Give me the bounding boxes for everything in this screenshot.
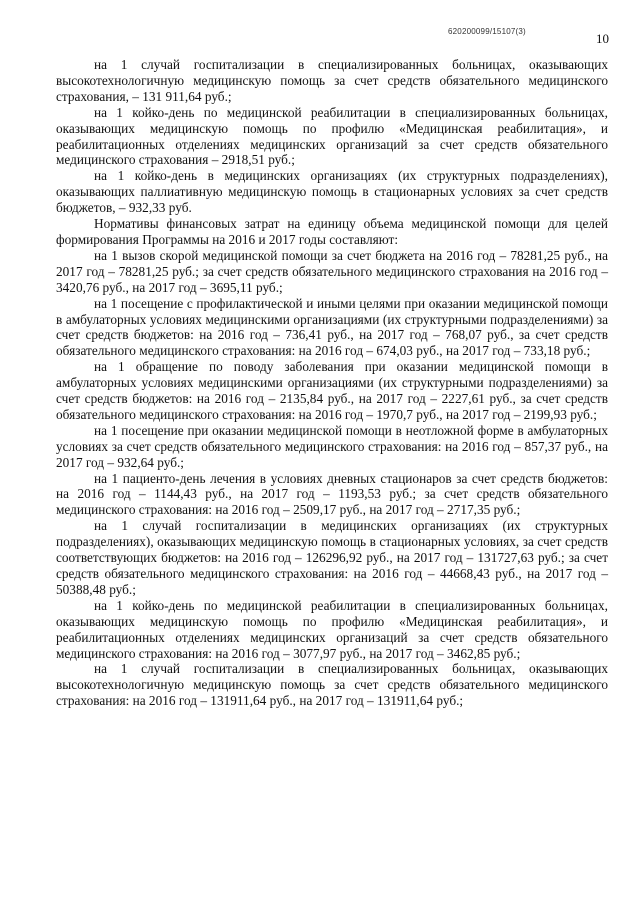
paragraph-preventive-visit: на 1 посещение с профилактической и иными целями при оказании медицинской помощи в амбулаторных условиях медицинскими организациями (их структурными подразделениями) за счет средств бюджетов: на 2016 год – 736,41 руб., на 2017 год – 768,07 руб., за счет средств обязательного медицинского страхования: на 2016 год – 674,03 руб., на 2017 год – 733,18 руб.; — [56, 295, 608, 359]
paragraph-day-hospital: на 1 пациенто-день лечения в условиях дневных стационаров за счет средств бюджетов: на 2016 год – 1144,43 руб., на 2017 год – 1193,53 руб.; за счет средств обязательного медицинского страхования: на 2016 год – 2509,17 руб., на 2017 год – 2717,35 руб.; — [56, 470, 608, 518]
paragraph-rehab-bed-day: на 1 койко-день по медицинской реабилитации в специализированных больницах, оказывающих медицинскую помощь по профилю «Медицинская реабилитация», и реабилитационных отделениях медицинских организаций за счет средств обязательного медицинского страхования: на 2016 год – 3077,97 руб., на 2017 год – 3462,85 руб.; — [56, 597, 608, 661]
paragraph-inpatient-hospitalization: на 1 случай госпитализации в медицинских организациях (их структурных подразделениях), оказывающих медицинскую помощь в стационарных условиях, за счет средств соответствующих бюджетов: на 2016 год – 126296,92 руб., на 2017 год – 131727,63 руб.; за счет средств обязательного медицинского страхования: на 2016 год – 44668,43 руб., на 2017 год – 50388,48 руб.; — [56, 518, 608, 597]
document-body — [56, 57, 608, 709]
paragraph-hospitalization-high-tech-2015: на 1 случай госпитализации в специализированных больницах, оказывающих высокотехнологичную медицинскую помощь за счет средств обязательного медицинского страхования, – 131 911,64 руб.; — [56, 57, 608, 104]
paragraph-rehab-bed-day-2015: на 1 койко-день по медицинской реабилитации в специализированных больницах, оказывающих медицинскую помощь по профилю «Медицинская реабилитация», и реабилитационных отделениях медицинских организаций за счет средств обязательного медицинского страхования – 2918,51 руб.; — [56, 104, 608, 168]
paragraph-urgent-visit: на 1 посещение при оказании медицинской помощи в неотложной форме в амбулаторных условиях за счет средств обязательного медицинского страхования: на 2016 год – 857,37 руб., на 2017 год – 932,64 руб.; — [56, 422, 608, 470]
paragraph-ambulance-call: на 1 вызов скорой медицинской помощи за счет бюджета на 2016 год – 78281,25 руб., на 2017 год – 78281,25 руб.; за счет средств обязательного медицинского страхования на 2016 год – 3420,76 руб., на 2017 год – 3695,11 руб.; — [56, 247, 608, 295]
document-code: 620200099/15107(3) — [448, 27, 526, 36]
paragraph-palliative-bed-day-2015: на 1 койко-день в медицинских организациях (их структурных подразделениях), оказывающих паллиативную медицинскую помощь в стационарных условиях за счет средств бюджетов, – 932,33 руб. — [56, 168, 608, 216]
paragraph-disease-appeal: на 1 обращение по поводу заболевания при оказании медицинской помощи в амбулаторных условиях медицинскими организациями (их структурными подразделениями) за счет средств бюджетов: на 2016 год – 2135,84 руб., на 2017 год – 2227,61 руб., за счет средств обязательного медицинского страхования: на 2016 год – 1970,7 руб., на 2017 год – 2199,93 руб.; — [56, 359, 608, 422]
page-number: 10 — [596, 31, 609, 46]
paragraph-standards-intro-2016-2017: Нормативы финансовых затрат на единицу объема медицинской помощи для целей формирования Программы на 2016 и 2017 годы составляют: — [56, 216, 608, 247]
paragraph-high-tech-hospitalization: на 1 случай госпитализации в специализированных больницах, оказывающих высокотехнологичную медицинскую помощь за счет средств обязательного медицинского страхования: на 2016 год – 131911,64 руб., на 2017 год – 131911,64 руб.; — [56, 661, 608, 709]
